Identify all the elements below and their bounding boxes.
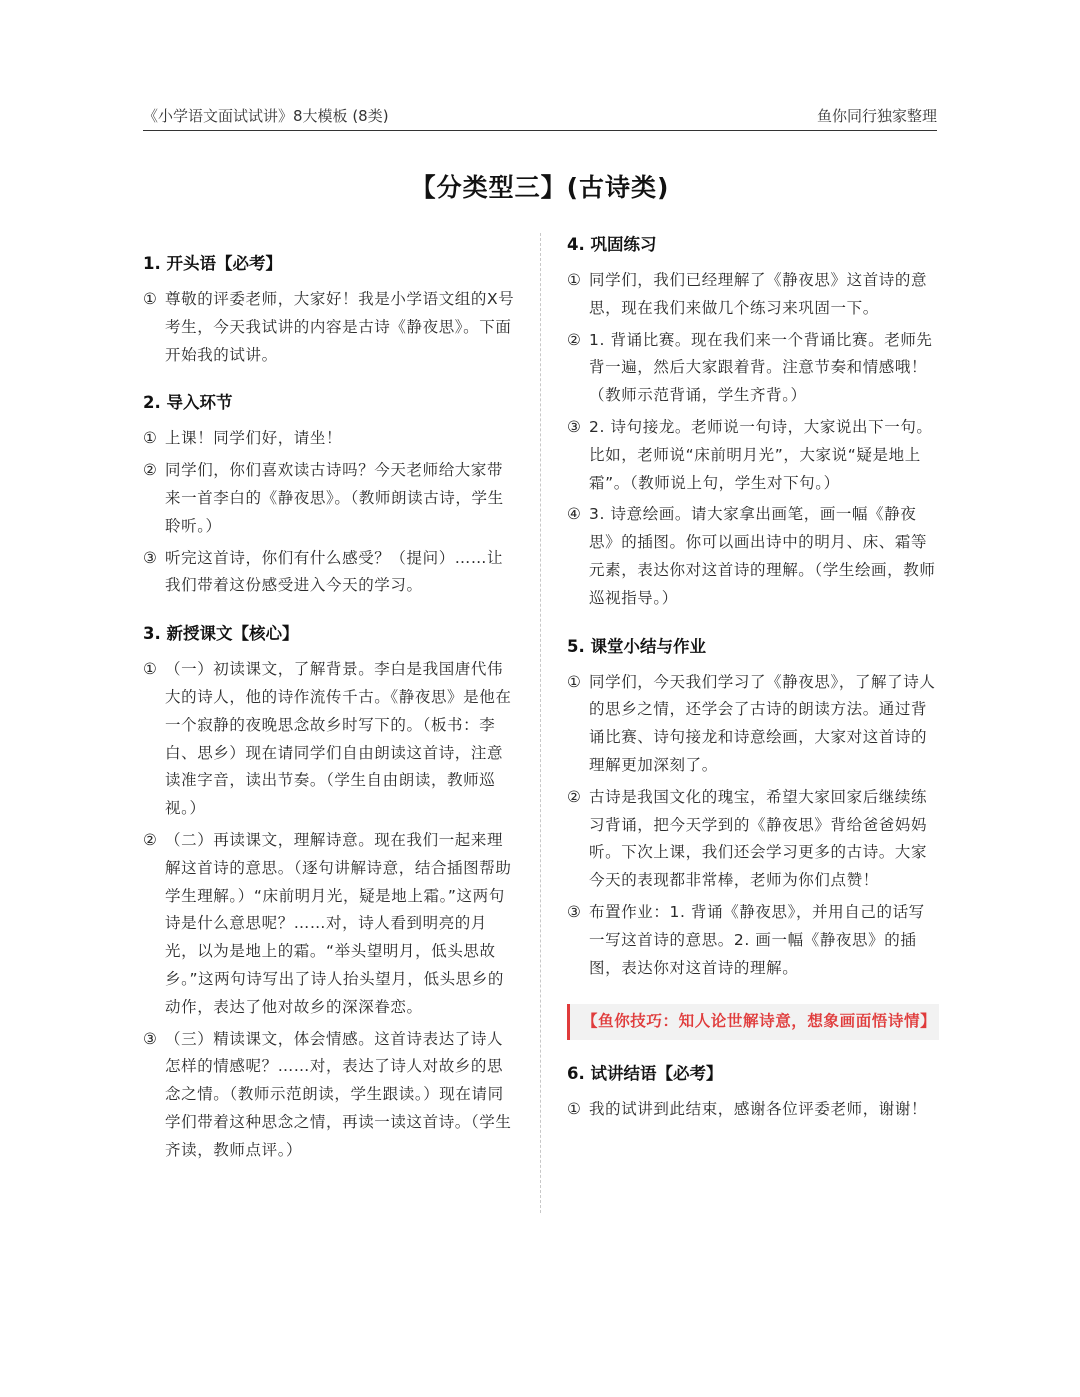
item-number: ③ bbox=[567, 902, 582, 921]
item-text: （二）再读课文，理解诗意。现在我们一起来理解这首诗的意思。（逐句讲解诗意，结合插图帮助学生理解。）“床前明月光，疑是地上霜。”这两句诗是什么意思呢？……对，诗人看到明亮的月光，以为是地上的霜。“举头望明月，低头思故乡。”这两句诗写出了诗人抬头望月，低头思乡的动作，表达了他对故乡的深深眷恋。 bbox=[165, 830, 512, 1016]
item-number: ③ bbox=[567, 417, 582, 436]
section-title: 4. 巩固练习 bbox=[567, 235, 657, 254]
section-opening bbox=[143, 252, 515, 369]
section-closing bbox=[567, 1062, 939, 1124]
item-number: ③ bbox=[143, 1029, 158, 1048]
item-text: （三）精读课文，体会情感。这首诗表达了诗人怎样的情感呢？……对，表达了诗人对故乡的思念之情。（教师示范朗读，学生跟读。）现在请同学们带着这种思念之情，再读一读这首诗。（学生齐读，教师点评。） bbox=[165, 1029, 512, 1159]
list-item bbox=[143, 457, 515, 540]
page-title: 【分类型三】(古诗类) bbox=[410, 173, 670, 202]
item-number: ② bbox=[567, 330, 582, 349]
item-number: ① bbox=[143, 290, 158, 308]
item-text: （一）初读课文，了解背景。李白是我国唐代伟大的诗人，他的诗作流传千古。《静夜思》是他在一个寂静的夜晚思念故乡时写下的。（板书：李白、思乡）现在请同学们自由朗读这首诗，注意读准字音，读出节奏。（学生自由朗读，教师巡视。） bbox=[165, 660, 512, 818]
item-text: 3. 诗意绘画。请大家拿出画笔，画一幅《静夜思》的插图。你可以画出诗中的明月、床、霜等元素，表达你对这首诗的理解。（学生绘画，教师巡视指导。） bbox=[589, 505, 936, 607]
item-text: 听完这首诗，你们有什么感受？（提问）……让我们带着这份感受进入今天的学习。 bbox=[165, 548, 504, 595]
list-item bbox=[567, 784, 939, 895]
item-number: ① bbox=[567, 1100, 582, 1119]
item-text: 同学们，你们喜欢读古诗吗？今天老师给大家带来一首李白的《静夜思》。（教师朗读古诗，学生聆听。） bbox=[165, 461, 504, 535]
item-text: 尊敬的评委老师，大家好！我是小学语文组的X号考生，今天我试讲的内容是古诗《静夜思》。下面开始我的试讲。 bbox=[165, 290, 515, 364]
list-item bbox=[143, 286, 515, 369]
list-item bbox=[143, 425, 515, 453]
header-doc-title: 《小学语文面试试讲》8大模板 (8类) bbox=[143, 107, 389, 125]
section-title: 2. 导入环节 bbox=[143, 393, 233, 413]
item-number: ① bbox=[143, 660, 158, 679]
column-divider bbox=[540, 233, 541, 1213]
item-text: 布置作业：1. 背诵《静夜思》，并用自己的话写一写这首诗的意思。2. 画一幅《静夜思》的插图，表达你对这首诗的理解。 bbox=[589, 902, 925, 977]
item-text: 古诗是我国文化的瑰宝，希望大家回家后继续练习背诵，把今天学到的《静夜思》背给爸爸妈妈听。下次上课，我们还会学习更多的古诗。大家今天的表现都非常棒，老师为你们点赞！ bbox=[589, 787, 928, 890]
item-number: ② bbox=[143, 461, 158, 480]
list-item bbox=[143, 545, 515, 601]
section-new-lesson bbox=[143, 622, 515, 1164]
section-summary-homework bbox=[567, 635, 939, 983]
item-number: ① bbox=[143, 429, 158, 448]
tip-callout: 【鱼你技巧：知人论世解诗意，想象画面悟诗情】 bbox=[567, 1004, 939, 1040]
list-item bbox=[567, 501, 939, 612]
item-text: 2. 诗句接龙。老师说一句诗，大家说出下一句。比如，老师说“床前明月光”，大家说“疑是地上霜”。（教师说上句，学生对下句。） bbox=[589, 417, 933, 492]
item-number: ① bbox=[567, 672, 582, 691]
item-number: ① bbox=[567, 271, 582, 289]
right-column bbox=[567, 233, 939, 1146]
left-column bbox=[143, 252, 515, 1187]
list-item bbox=[143, 1026, 515, 1165]
list-item bbox=[567, 414, 939, 497]
item-text: 1. 背诵比赛。现在我们来一个背诵比赛。老师先背一遍，然后大家跟着背。注意节奏和情感哦！（教师示范背诵，学生齐背。） bbox=[589, 330, 933, 405]
list-item bbox=[567, 1096, 939, 1124]
item-number: ② bbox=[567, 787, 582, 806]
section-title: 5. 课堂小结与作业 bbox=[567, 636, 706, 656]
list-item bbox=[143, 656, 515, 823]
list-item bbox=[143, 827, 515, 1022]
section-introduction bbox=[143, 391, 515, 600]
list-item bbox=[567, 669, 939, 780]
item-text: 同学们，今天我们学习了《静夜思》，了解了诗人的思乡之情，还学会了古诗的朗读方法。通过背诵比赛、诗句接龙和诗意绘画，大家对这首诗的理解更加深刻了。 bbox=[589, 672, 936, 774]
item-number: ③ bbox=[143, 548, 158, 567]
list-item bbox=[567, 327, 939, 410]
section-title: 3. 新授课文【核心】 bbox=[143, 624, 299, 644]
item-number: ② bbox=[143, 830, 158, 849]
list-item bbox=[567, 899, 939, 982]
item-number: ④ bbox=[567, 505, 582, 524]
header-source: 鱼你同行独家整理 bbox=[816, 107, 937, 125]
item-text: 同学们，我们已经理解了《静夜思》这首诗的意思，现在我们来做几个练习来巩固一下。 bbox=[589, 271, 928, 317]
item-text: 我的试讲到此结束，感谢各位评委老师，谢谢！ bbox=[589, 1100, 928, 1119]
section-title: 1. 开头语【必考】 bbox=[143, 254, 282, 273]
section-title: 6. 试讲结语【必考】 bbox=[567, 1064, 723, 1084]
page-header bbox=[143, 103, 937, 131]
list-item bbox=[567, 267, 939, 323]
section-practice bbox=[567, 233, 939, 613]
item-text: 上课！同学们好，请坐！ bbox=[165, 429, 343, 448]
